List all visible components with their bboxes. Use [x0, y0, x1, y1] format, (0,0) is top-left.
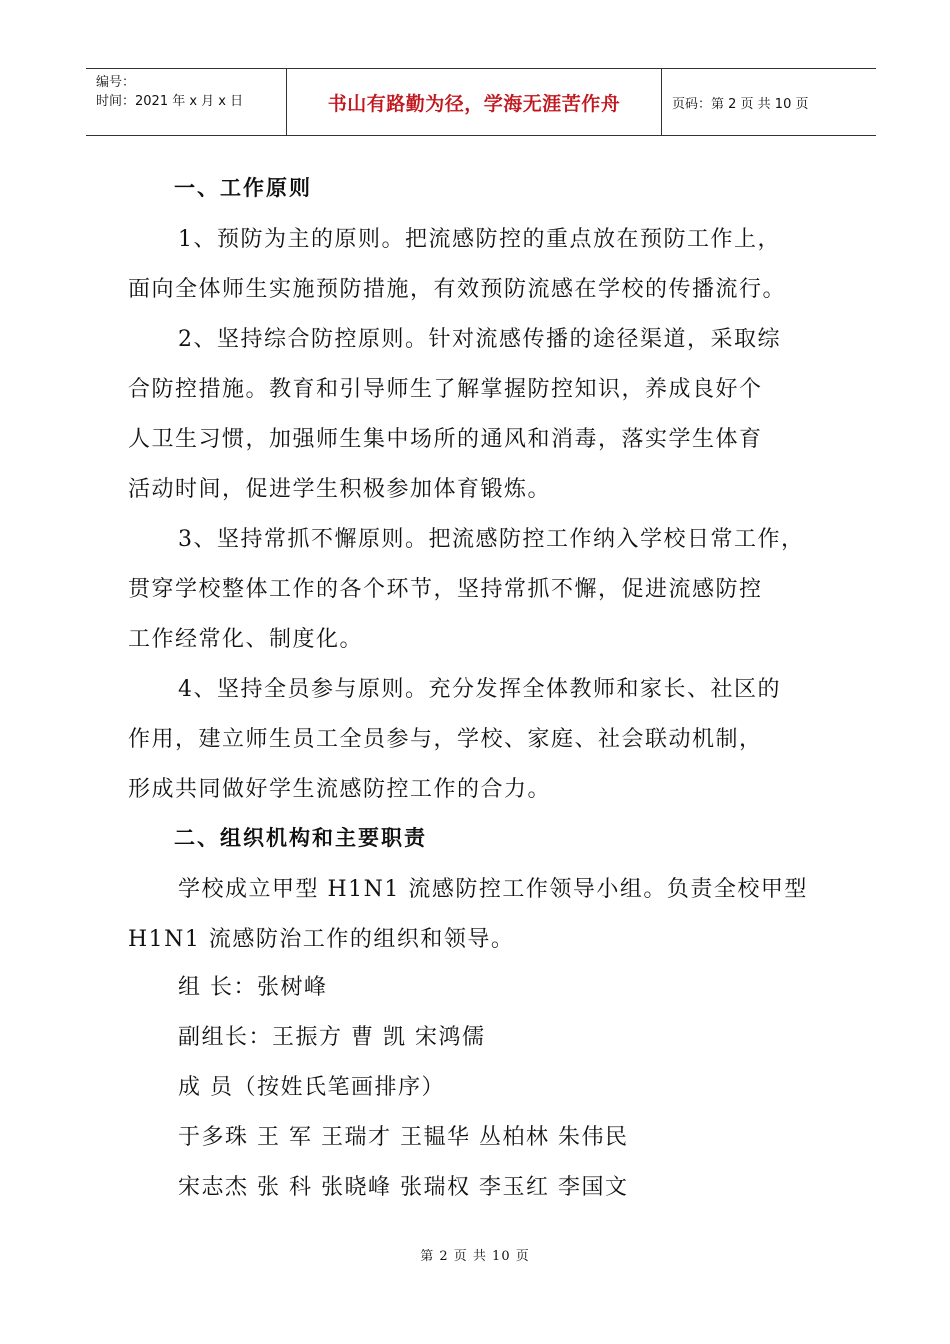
paragraph-line: 作用，建立师生员工全员参与，学校、家庭、社会联动机制，	[128, 727, 763, 752]
paragraph-line: 形成共同做好学生流感防控工作的合力。	[128, 777, 552, 802]
paragraph-line: 工作经常化、制度化。	[128, 627, 364, 652]
header-meta	[86, 69, 287, 135]
vice-leaders-line: 副组长：王振方 曹 凯 宋鸿儒	[178, 1025, 486, 1050]
members-row: 宋志杰 张 科 张晓峰 张瑞权 李玉红 李国文	[178, 1175, 629, 1200]
paragraph-line: 3、坚持常抓不懈原则。把流感防控工作纳入学校日常工作，	[178, 527, 805, 552]
leader-line: 组 长：张树峰	[178, 975, 328, 1000]
paragraph-line: 4、坚持全员参与原则。充分发挥全体教师和家长、社区的	[178, 677, 781, 702]
document-date: 时间：2021 年 x 月 x 日	[96, 94, 244, 109]
paragraph-line: 面向全体师生实施预防措施，有效预防流感在学校的传播流行。	[128, 277, 787, 302]
paragraph-line: 2、坚持综合防控原则。针对流感传播的途径渠道，采取综	[178, 327, 781, 352]
document-number-label: 编号：	[96, 75, 136, 90]
header-motto: 书山有路勤为径，学海无涯苦作舟	[287, 69, 662, 135]
page-footer: 第 2 页 共 10 页	[420, 1249, 530, 1264]
paragraph-line: H1N1 流感防治工作的组织和领导。	[128, 927, 515, 952]
section-heading-organization: 二、组织机构和主要职责	[174, 826, 427, 850]
paragraph-line: 合防控措施。教育和引导师生了解掌握防控知识，养成良好个	[128, 377, 763, 402]
paragraph-line: 1、预防为主的原则。把流感防控的重点放在预防工作上，	[178, 227, 781, 252]
members-label: 成 员（按姓氏笔画排序）	[178, 1075, 445, 1100]
paragraph-line: 贯穿学校整体工作的各个环节，坚持常抓不懈，促进流感防控	[128, 577, 763, 602]
page-header	[86, 68, 876, 136]
section-heading-principles: 一、工作原则	[174, 176, 312, 200]
paragraph-line: 学校成立甲型 H1N1 流感防控工作领导小组。负责全校甲型	[178, 877, 808, 902]
members-row: 于多珠 王 军 王瑞才 王韫华 丛柏林 朱伟民	[178, 1125, 629, 1150]
paragraph-line: 活动时间，促进学生积极参加体育锻炼。	[128, 477, 552, 502]
header-page-info: 页码：第 2 页 共 10 页	[672, 96, 809, 112]
paragraph-line: 人卫生习惯，加强师生集中场所的通风和消毒，落实学生体育	[128, 427, 763, 452]
